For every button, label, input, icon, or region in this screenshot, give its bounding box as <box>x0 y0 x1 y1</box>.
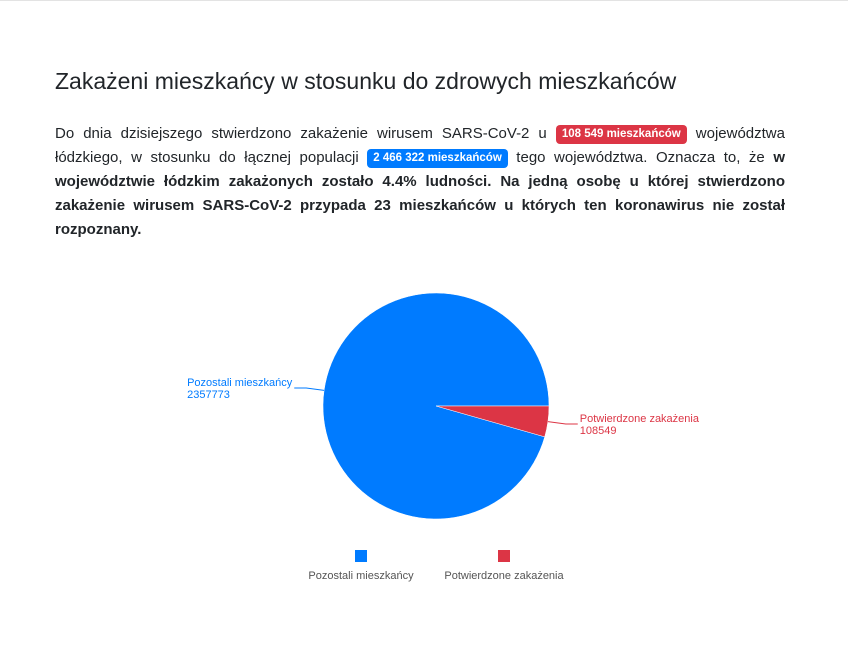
pie-label-name: Potwierdzone zakażenia <box>579 413 699 426</box>
infected-count-badge: 108 549 mieszkańców <box>556 125 687 144</box>
pie-label-value: 2357773 <box>187 388 230 401</box>
pie-label-line <box>548 422 578 424</box>
description-text-1: Do dnia dzisiejszego stwierdzono zakażenie wirusem SARS-CoV-2 u <box>55 125 556 142</box>
pie-label-line <box>294 388 324 390</box>
legend-swatch-potwierdzone-zakazenia[interactable] <box>498 550 510 562</box>
description-text-2: województwa łódzkiego, w stosunku do łącznej populacji <box>55 125 785 166</box>
legend-label-pozostali-mieszkancy[interactable]: Pozostali mieszkańcy <box>308 570 414 582</box>
page-title: Zakażeni mieszkańcy w stosunku do zdrowych mieszkańców <box>55 68 677 94</box>
pie-label-value: 108549 <box>579 425 617 438</box>
population-badge: 2 466 322 mieszkańców <box>367 149 508 168</box>
legend-swatch-pozostali-mieszkancy[interactable] <box>355 550 367 562</box>
description-summary: w województwie łódzkim zakażonych zostało 4.4% ludności. Na jedną osobę u której stwierdzono zakażenie wirusem SARS-CoV-2 przypada 23 mieszkańców u których ten koronawirus nie został rozpoznany. <box>55 149 785 238</box>
legend-label-potwierdzone-zakazenia[interactable]: Potwierdzone zakażenia <box>444 570 564 582</box>
pie-slices <box>323 293 549 519</box>
chart-legend <box>308 550 564 582</box>
pie-label-name: Pozostali mieszkańcy <box>187 376 293 389</box>
description-text-3: tego województwa. Oznacza to, że <box>507 149 774 166</box>
